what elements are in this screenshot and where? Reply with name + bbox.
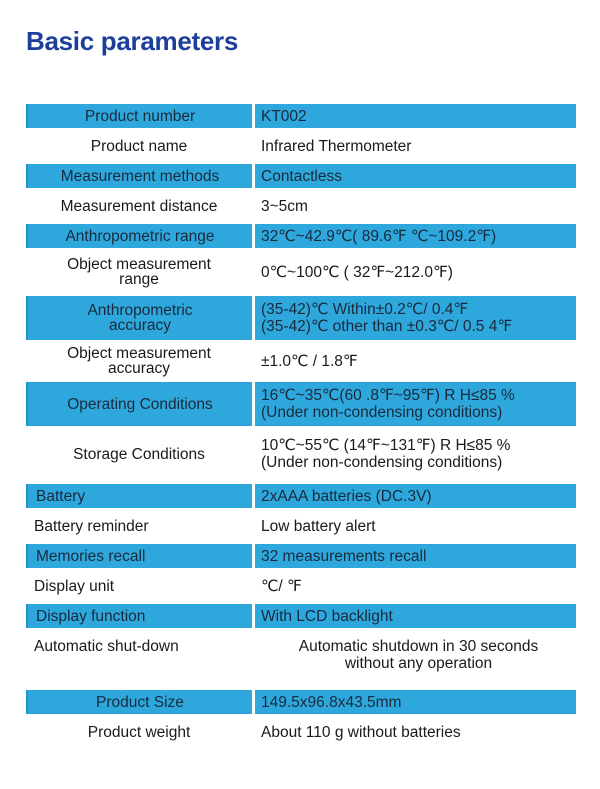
row-value: Low battery alert (261, 517, 376, 535)
row-label: Display unit (34, 577, 115, 595)
row-label: Product number (26, 104, 252, 128)
row-label: Measurement methods (26, 164, 252, 188)
row-value: 3~5cm (261, 197, 308, 215)
value-line: without any operation (344, 655, 493, 672)
row-value: KT002 (255, 104, 576, 128)
row-value (255, 296, 576, 340)
value-line: (Under non-condensing conditions) (261, 404, 503, 421)
row-value: ℃/ ℉ (261, 577, 302, 595)
table-row (26, 574, 576, 598)
table-row (26, 434, 576, 474)
table-row (26, 104, 576, 128)
row-value: 32 measurements recall (255, 544, 576, 568)
row-label: Anthropometric accuracy (26, 296, 252, 340)
table-row (26, 134, 576, 158)
row-value (255, 434, 576, 474)
table-row (26, 194, 576, 218)
row-value: 0℃~100℃ ( 32℉~212.0℉) (261, 263, 453, 281)
value-line: 10℃~55℃ (14℉~131℉) R H≤85 % (261, 437, 511, 454)
table-row (26, 344, 576, 378)
row-label: Memories recall (26, 544, 252, 568)
row-value: 32℃~42.9℃( 89.6℉ ℃~109.2℉) (255, 224, 576, 248)
row-label: Battery (26, 484, 252, 508)
row-label: Product name (90, 137, 188, 155)
value-line: Automatic shutdown in 30 seconds (298, 638, 539, 655)
table-row (26, 690, 576, 714)
table-row (26, 720, 576, 744)
row-label: Product Size (26, 690, 252, 714)
row-value: Contactless (255, 164, 576, 188)
table-row (26, 484, 576, 508)
table-row (26, 544, 576, 568)
table-row (26, 252, 576, 292)
row-value: Infrared Thermometer (261, 137, 412, 155)
table-row (26, 164, 576, 188)
value-line: 16℃~35℃(60 .8℉~95℉) R H≤85 % (261, 387, 515, 404)
row-value: 2xAAA batteries (DC.3V) (255, 484, 576, 508)
row-value (255, 634, 576, 680)
row-label: Measurement distance (60, 197, 218, 215)
row-label: Automatic shut-down (34, 637, 179, 655)
table-row (26, 224, 576, 248)
row-label: Anthropometric range (26, 224, 252, 248)
row-label: Battery reminder (34, 517, 149, 535)
value-line: (Under non-condensing conditions) (261, 454, 503, 471)
row-label: Product weight (87, 723, 191, 741)
parameters-table (26, 104, 576, 744)
row-label: Object measurement accuracy (67, 345, 211, 377)
page-title: Basic parameters (26, 26, 238, 56)
row-value: About 110 g without batteries (261, 723, 461, 741)
row-label: Storage Conditions (73, 445, 205, 463)
value-line: (35-42)℃ Within±0.2℃/ 0.4℉ (261, 301, 469, 318)
row-label: Display function (26, 604, 252, 628)
row-value: 149.5x96.8x43.5mm (255, 690, 576, 714)
value-line: (35-42)℃ other than ±0.3℃/ 0.5 4℉ (261, 318, 513, 335)
table-row (26, 382, 576, 426)
row-label: Operating Conditions (26, 382, 252, 426)
row-label: Object measurement range (67, 256, 211, 288)
row-value (255, 382, 576, 426)
table-row (26, 296, 576, 340)
table-row (26, 514, 576, 538)
table-row (26, 634, 576, 680)
row-value: ±1.0℃ / 1.8℉ (261, 352, 358, 370)
table-row (26, 604, 576, 628)
row-value: With LCD backlight (255, 604, 576, 628)
